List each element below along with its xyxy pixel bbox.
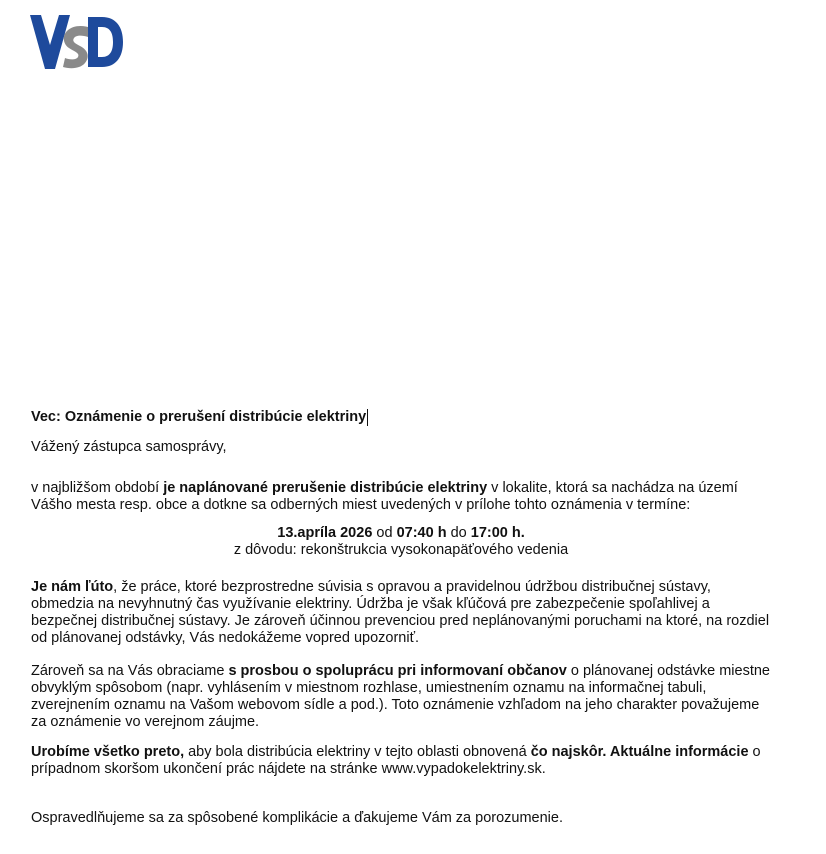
outage-date: 13.apríla 2026 xyxy=(277,525,373,541)
outage-from-word: od xyxy=(372,525,397,541)
outage-schedule xyxy=(31,525,771,559)
intro-text-1: v najbližšom období xyxy=(31,480,164,496)
restoration-bold-2: čo najskôr. Aktuálne informácie xyxy=(530,744,749,760)
vsd-logo xyxy=(30,15,123,69)
intro-bold-1: je naplánované prerušenie distribúcie elektriny xyxy=(163,480,488,496)
apology-paragraph xyxy=(31,579,771,647)
apology-bold: Je nám ľúto xyxy=(31,579,114,595)
restoration-bold-1: Urobíme všetko preto, xyxy=(31,744,185,760)
restoration-text-2: o prípadnom skoršom ukončení prác nájdete na stránke www.vypadokelektriny.sk. xyxy=(31,744,761,777)
cooperation-text-2: o plánovanej odstávke miestne obvyklým spôsobom (napr. vyhlásením v miestnom rozhlase, umiestnením oznamu na informačnej tabuli, zverejnením oznamu na Vašom webovom sídle a pod.). Toto oznámenie vzhľadom na jeho charakter považujeme za oznámenie vo verejnom záujme. xyxy=(31,663,770,730)
intro-text-2: v lokalite, ktorá sa nachádza na území Vášho mesta resp. obce a dotkne sa odberných miest uvedených v prílohe tohto oznámenia v termíne: xyxy=(31,480,738,513)
closing-paragraph: Ospravedlňujeme sa za spôsobené komplikácie a ďakujeme Vám za porozumenie. xyxy=(31,810,563,826)
cooperation-bold: s prosbou o spoluprácu pri informovaní občanov xyxy=(228,663,567,679)
outage-reason: z dôvodu: rekonštrukcia vysokonapäťového vedenia xyxy=(233,542,569,558)
letter-body xyxy=(31,409,771,827)
outage-from-time: 07:40 h xyxy=(396,525,447,541)
outage-to-time: 17:00 h. xyxy=(470,525,525,541)
cooperation-paragraph xyxy=(31,663,771,731)
outage-to-word: do xyxy=(446,525,471,541)
letter-subject: Vec: Oznámenie o prerušení distribúcie elektriny xyxy=(31,409,367,425)
restoration-text-1: aby bola distribúcia elektriny v tejto oblasti obnovená xyxy=(184,744,531,760)
outage-date-line xyxy=(31,525,771,542)
apology-text: , že práce, ktoré bezprostredne súvisia s opravou a pravidelnou údržbou distribučnej sústavy, obmedzia na nevyhnutný čas využívanie elektriny. Údržba je však kľúčová pre zabezpečenie spoľahlivej a bezpečnej distribučnej sústavy. Je zároveň účinnou prevenciou pred neplánovanými poruchami na ktoré, na rozdiel od plánovanej odstávky, Vás nedokážeme vopred upozorniť. xyxy=(31,579,770,646)
intro-paragraph xyxy=(31,480,771,514)
letter-greeting: Vážený zástupca samosprávy, xyxy=(31,439,227,455)
cooperation-text-1: Zároveň sa na Vás obraciame xyxy=(31,663,229,679)
restoration-paragraph xyxy=(31,744,771,778)
